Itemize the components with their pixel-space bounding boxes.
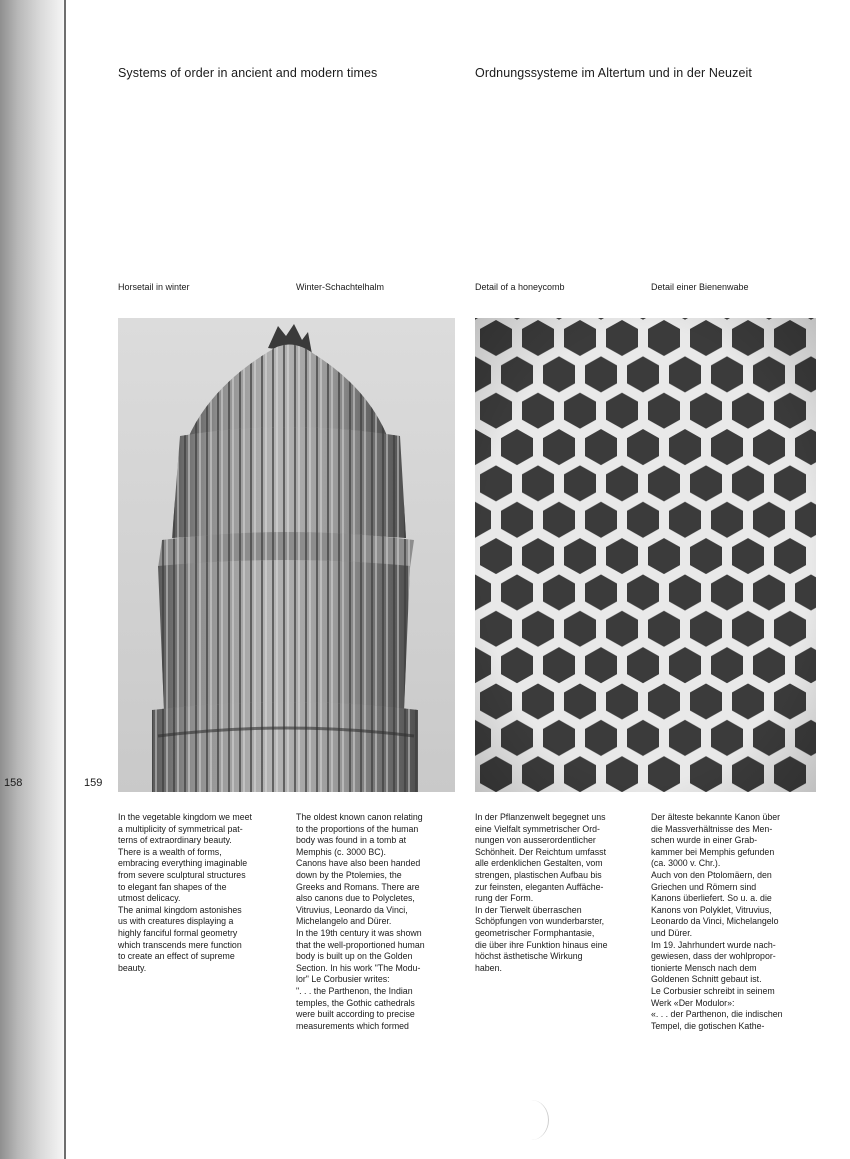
page-number-left: 158 <box>4 777 23 789</box>
caption-honeycomb-english: Detail of a honeycomb <box>475 282 565 292</box>
body-text-column-1: In the vegetable kingdom we meet a multiplicity of symmetrical pat- terns of extraordinary beauty. There is a wealth of forms, embracing everything imaginable from severe sculptural structures to elegant fan shapes of the utmost delicacy. The animal kingdom astonishes us with creatures displaying a highly fanciful formal geometry which transcends mere function to create an effect of supreme beauty. <box>118 812 252 973</box>
page-title-english: Systems of order in ancient and modern times <box>118 66 378 80</box>
page-number-right: 159 <box>84 777 103 789</box>
horsetail-photo <box>118 318 455 792</box>
body-text-column-2: The oldest known canon relating to the proportions of the human body was found in a tomb at Memphis (c. 3000 BC). Canons have also been handed down by the Ptolemies, the Greeks and Romans. There are also canons due to Polycletes, Vitruvius, Leonardo da Vinci, Michelangelo and Dürer. In the 19th century it was shown that the well-proportioned human body is built up on the Golden Section. In his work "The Modu- lor" Le Corbusier writes: ". . . the Parthenon, the Indian temples, the Gothic cathedrals were built according to precise measurements which formed <box>296 812 425 1031</box>
caption-horsetail-german: Winter-Schachtelhalm <box>296 282 385 292</box>
body-text-column-3: In der Pflanzenwelt begegnet uns eine Vielfalt symmetrischer Ord- nungen von ausserordentlicher Schönheit. Der Reichtum umfasst alle erdenklichen Gestalten, vom strengen, plastischen Aufbau bis zur feinsten, eleganten Auffäche- rung der Form. In der Tierwelt überraschen Schöpfungen von wunderbarster, geometrischer Formphantasie, die über ihre Funktion hinaus eine höchst ästhetische Wirkung haben. <box>475 812 608 973</box>
caption-horsetail-english: Horsetail in winter <box>118 282 190 292</box>
book-gutter-edge <box>64 0 66 1159</box>
body-text-column-4: Der älteste bekannte Kanon über die Massverhältnisse des Men- schen wurde in einer Grab- kammer bei Memphis gefunden (ca. 3000 v. Chr.). Auch von den Ptolomäern, den Griechen und Römern sind Kanons überliefert. So u. a. die Kanons von Polyklet, Vitruvius, Leonardo da Vinci, Michelangelo und Dürer. Im 19. Jahrhundert wurde nach- gewiesen, dass der wohlpropor- tionierte Mensch nach dem Goldenen Schnitt gebaut ist. Le Corbusier schreibt in seinem Werk «Der Modulor»: «. . . der Parthenon, die indischen Tempel, die gotischen Kathe- <box>651 812 783 1031</box>
caption-honeycomb-german: Detail einer Bienenwabe <box>651 282 749 292</box>
honeycomb-photo <box>475 318 816 792</box>
book-spine-shadow <box>0 0 66 1159</box>
page-title-german: Ordnungssysteme im Altertum und in der Neuzeit <box>475 66 752 80</box>
paper-blemish <box>514 1100 549 1140</box>
